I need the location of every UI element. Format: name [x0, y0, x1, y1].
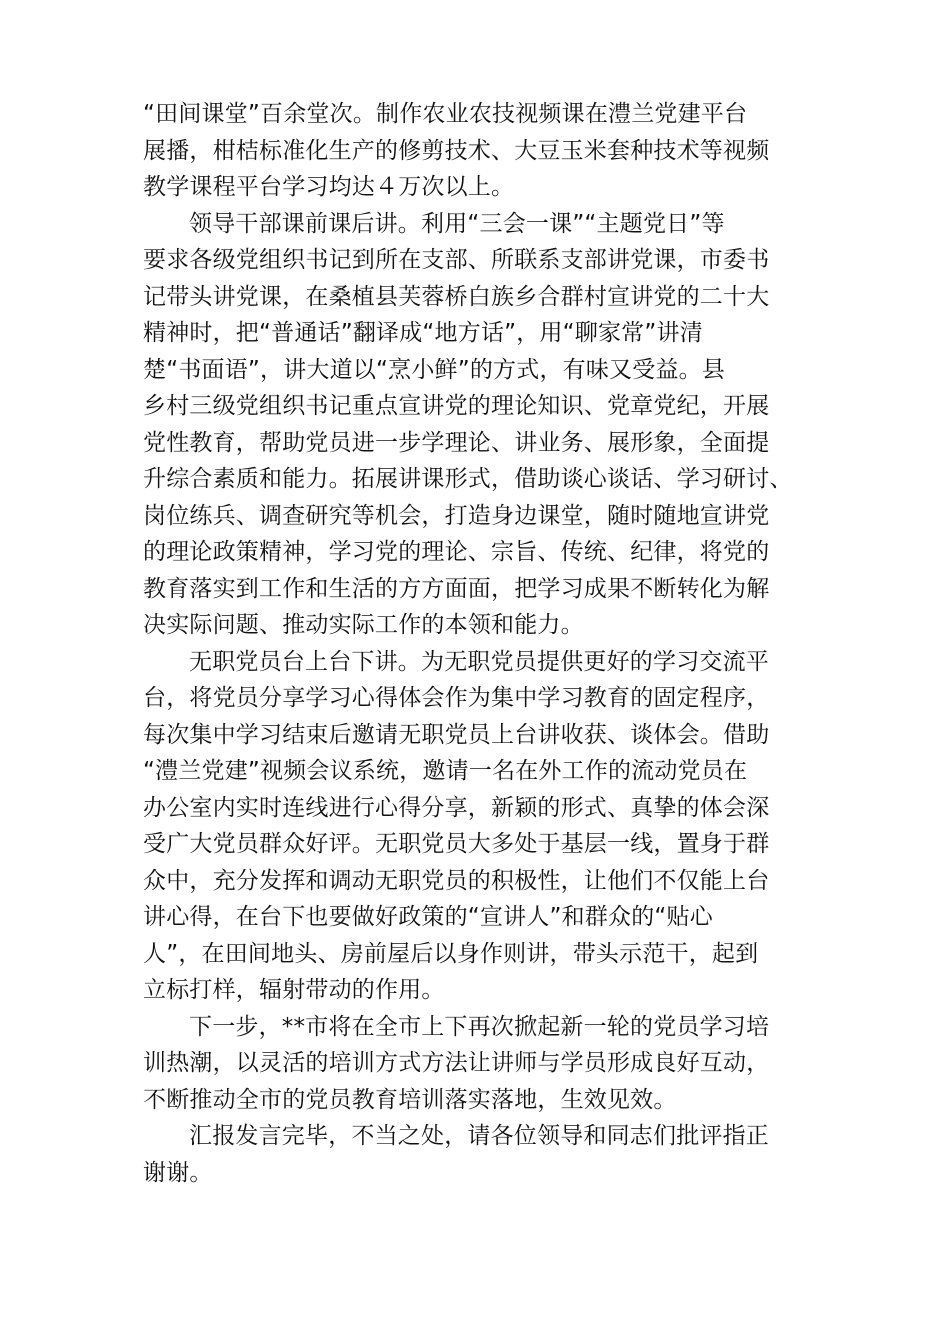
text-line: 训热潮，以灵活的培训方式方法让讲师与学员形成良好互动，: [143, 1050, 770, 1076]
text-line: 教育落实到工作和生活的方方面面，把学习成果不断转化为解: [143, 575, 770, 602]
text-line: 精神时，把“普通话”翻译成“地方话”，用“聊家常”讲清: [143, 320, 703, 346]
text-line: “澧兰党建”视频会议系统，邀请一名在外工作的流动党员在: [143, 758, 748, 784]
text-line: 展播，柑桔标准化生产的修剪技术、大豆玉米套种技术等视频: [143, 137, 770, 164]
text-line: 台，将党员分享学习心得体会作为集中学习教育的固定程序，: [143, 685, 770, 711]
text-line: 教学课程平台学习均达４万次以上。: [143, 174, 515, 200]
text-line: 谢谢。: [143, 1159, 213, 1186]
text-line: 领导干部课前课后讲。利用“三会一课”“主题党日”等: [189, 210, 725, 237]
text-line: 众中，充分发挥和调动无职党员的积极性，让他们不仅能上台: [143, 867, 770, 894]
text-line: 受广大党员群众好评。无职党员大多处于基层一线，置身于群: [143, 831, 770, 857]
text-line: 乡村三级党组织书记重点宣讲党的理论知识、党章党纪，开展: [143, 393, 770, 419]
text-line: 每次集中学习结束后邀请无职党员上台讲收获、谈体会。借助: [143, 721, 770, 748]
text-line: “田间课堂”百余堂次。制作农业农技视频课在澧兰党建平台: [143, 101, 748, 127]
text-line: 讲心得，在台下也要做好政策的“宣讲人”和群众的“贴心: [143, 904, 713, 930]
text-line: 岗位练兵、调查研究等机会，打造身边课堂，随时随地宣讲党: [143, 502, 770, 529]
text-line: 升综合素质和能力。拓展讲课形式，借助谈心谈话、学习研讨、: [143, 466, 793, 492]
text-line: 无职党员台上台下讲。为无职党员提供更好的学习交流平: [189, 648, 769, 675]
text-line: 要求各级党组织书记到所在支部、所联系支部讲党课，市委书: [143, 247, 770, 273]
text-line: 下一步，**市将在全市上下再次掀起新一轮的党员学习培: [189, 1013, 770, 1040]
text-line: 汇报发言完毕，不当之处，请各位领导和同志们批评指正: [189, 1123, 769, 1149]
text-line: 人”，在田间地头、房前屋后以身作则讲，带头示范干，起到: [143, 940, 759, 967]
text-line: 党性教育，帮助党员进一步学理论、讲业务、展形象，全面提: [143, 429, 770, 456]
text-line: 记带头讲党课，在桑植县芙蓉桥白族乡合群村宣讲党的二十大: [143, 283, 770, 310]
text-line: 办公室内实时连线进行心得分享，新颖的形式、真挚的体会深: [143, 794, 770, 821]
text-line: 立标打样，辐射带动的作用。: [143, 977, 445, 1003]
text-line: 楚“书面语”，讲大道以“烹小鲜”的方式，有味又受益。县: [143, 356, 726, 383]
text-line: 的理论政策精神，学习党的理论、宗旨、传统、纪律，将党的: [143, 539, 770, 565]
document-body: [143, 96, 815, 1191]
text-line: 不断推动全市的党员教育培训落实落地，生效见效。: [143, 1086, 677, 1113]
text-line: 决实际问题、推动实际工作的本领和能力。: [143, 612, 584, 638]
